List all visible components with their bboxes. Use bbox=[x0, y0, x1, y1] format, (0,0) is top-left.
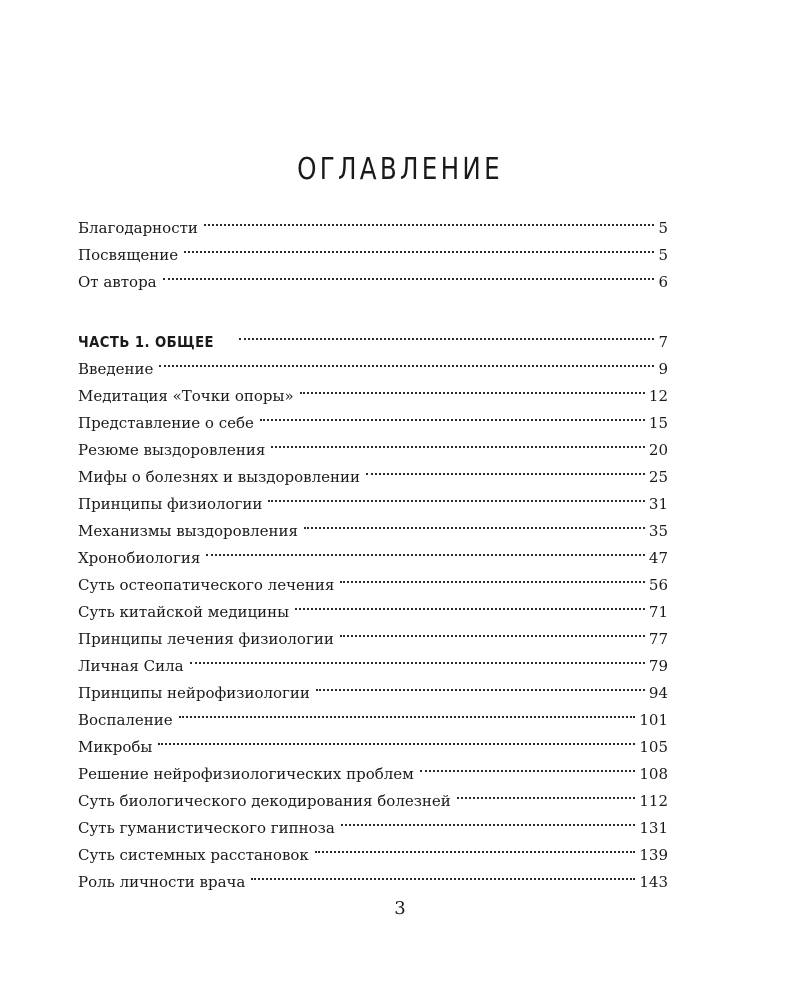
toc-entry[interactable] bbox=[78, 618, 668, 648]
toc-entry-page: 108 bbox=[639, 765, 668, 783]
toc-entry-page: 105 bbox=[639, 738, 668, 756]
toc-entry-label: Микробы bbox=[78, 738, 153, 756]
toc-part-heading[interactable] bbox=[78, 321, 668, 351]
toc-entry-label: Хронобиология bbox=[78, 549, 201, 567]
toc-entry[interactable] bbox=[78, 807, 668, 837]
toc-entry-label: Благодарности bbox=[78, 219, 198, 237]
toc-entry-label: Суть системных расстановок bbox=[78, 846, 309, 864]
toc-entry[interactable] bbox=[78, 207, 668, 237]
toc-entry-label: Представление о себе bbox=[78, 414, 254, 432]
dot-leader bbox=[316, 672, 645, 698]
toc-entry-page: 131 bbox=[639, 819, 668, 837]
toc-entry[interactable] bbox=[78, 780, 668, 810]
toc-entry[interactable] bbox=[78, 537, 668, 567]
dot-leader bbox=[295, 591, 645, 617]
toc-entry[interactable] bbox=[78, 348, 668, 378]
dot-leader bbox=[366, 456, 645, 482]
toc-entry-page: 5 bbox=[658, 246, 668, 264]
toc-part-label: ЧАСТЬ 1. ОБЩЕЕ bbox=[78, 333, 215, 351]
dot-leader bbox=[340, 618, 645, 644]
toc-entry-label: Посвящение bbox=[78, 246, 179, 264]
toc-entry-label: От автора bbox=[78, 273, 157, 291]
toc-entry-label: Роль личности врача bbox=[78, 873, 246, 891]
toc-entry-label: Резюме выздоровления bbox=[78, 441, 266, 459]
toc-entry[interactable] bbox=[78, 261, 668, 291]
dot-leader bbox=[420, 753, 636, 779]
dot-leader bbox=[260, 402, 645, 428]
dot-leader bbox=[179, 699, 636, 725]
toc-entry-label: Введение bbox=[78, 360, 154, 378]
toc-entry-label: Принципы лечения физиологии bbox=[78, 630, 334, 648]
toc-entry-page: 6 bbox=[658, 273, 668, 291]
toc-entry[interactable] bbox=[78, 456, 668, 486]
toc-entry-label: Принципы физиологии bbox=[78, 495, 263, 513]
toc-entry[interactable] bbox=[78, 699, 668, 729]
toc-entry-page: 139 bbox=[639, 846, 668, 864]
toc-entry-page: 9 bbox=[658, 360, 668, 378]
toc-entry[interactable] bbox=[78, 429, 668, 459]
toc-entry-page: 56 bbox=[648, 576, 668, 594]
toc-entry[interactable] bbox=[78, 591, 668, 621]
toc-entry-page: 77 bbox=[648, 630, 668, 648]
toc-entry-label: Решение нейрофизиологических проблем bbox=[78, 765, 414, 783]
toc-entry-page: 5 bbox=[658, 219, 668, 237]
dot-leader bbox=[204, 207, 654, 233]
toc-entry[interactable] bbox=[78, 483, 668, 513]
toc-entry-page: 15 bbox=[648, 414, 668, 432]
toc-entry[interactable] bbox=[78, 645, 668, 675]
toc-entry-page: 71 bbox=[648, 603, 668, 621]
toc-entry[interactable] bbox=[78, 234, 668, 264]
dot-leader bbox=[268, 483, 645, 509]
dot-leader bbox=[457, 780, 636, 806]
toc-entry-label: Медитация «Точки опоры» bbox=[78, 387, 294, 405]
toc-entry-page: 35 bbox=[648, 522, 668, 540]
toc-part-page: 7 bbox=[658, 333, 668, 351]
dot-leader bbox=[315, 834, 636, 860]
toc-entry-page: 25 bbox=[648, 468, 668, 486]
dot-leader bbox=[190, 645, 645, 671]
dot-leader bbox=[206, 537, 645, 563]
toc-entry-label: Суть биологического декодирования болезней bbox=[78, 792, 451, 810]
dot-leader bbox=[304, 510, 645, 536]
toc-entry-page: 112 bbox=[639, 792, 668, 810]
toc-entry[interactable] bbox=[78, 375, 668, 405]
toc-entry-page: 79 bbox=[648, 657, 668, 675]
toc-entry[interactable] bbox=[78, 564, 668, 594]
dot-leader bbox=[158, 726, 635, 752]
dot-leader bbox=[300, 375, 645, 401]
toc-entry[interactable] bbox=[78, 402, 668, 432]
dot-leader bbox=[239, 321, 654, 347]
toc-entry-label: Суть гуманистического гипноза bbox=[78, 819, 335, 837]
toc-entry-page: 20 bbox=[648, 441, 668, 459]
toc-entry-label: Воспаление bbox=[78, 711, 173, 729]
toc-entry[interactable] bbox=[78, 753, 668, 783]
toc-entry-label: Личная Сила bbox=[78, 657, 184, 675]
toc-entry-label: Суть остеопатического лечения bbox=[78, 576, 335, 594]
dot-leader bbox=[251, 861, 635, 887]
toc-entry[interactable] bbox=[78, 672, 668, 702]
toc-entry[interactable] bbox=[78, 861, 668, 891]
toc-entry-label: Принципы нейрофизиологии bbox=[78, 684, 310, 702]
toc-entry-page: 31 bbox=[648, 495, 668, 513]
dot-leader bbox=[163, 261, 654, 287]
dot-leader bbox=[271, 429, 645, 455]
toc-entry-page: 94 bbox=[648, 684, 668, 702]
toc-entry-page: 12 bbox=[648, 387, 668, 405]
toc-entry[interactable] bbox=[78, 726, 668, 756]
toc-title: ОГЛАВЛЕНИЕ bbox=[297, 152, 503, 187]
dot-leader bbox=[184, 234, 654, 260]
toc-entry-label: Суть китайской медицины bbox=[78, 603, 290, 621]
toc-entry[interactable] bbox=[78, 510, 668, 540]
page-number: 3 bbox=[394, 898, 406, 919]
toc-entry[interactable] bbox=[78, 834, 668, 864]
dot-leader bbox=[341, 807, 636, 833]
toc-entry-page: 101 bbox=[639, 711, 668, 729]
toc-entry-page: 143 bbox=[639, 873, 668, 891]
toc-entry-label: Механизмы выздоровления bbox=[78, 522, 298, 540]
toc-entry-page: 47 bbox=[648, 549, 668, 567]
toc-entry-label: Мифы о болезнях и выздоровлении bbox=[78, 468, 361, 486]
dot-leader bbox=[340, 564, 645, 590]
dot-leader bbox=[159, 348, 654, 374]
